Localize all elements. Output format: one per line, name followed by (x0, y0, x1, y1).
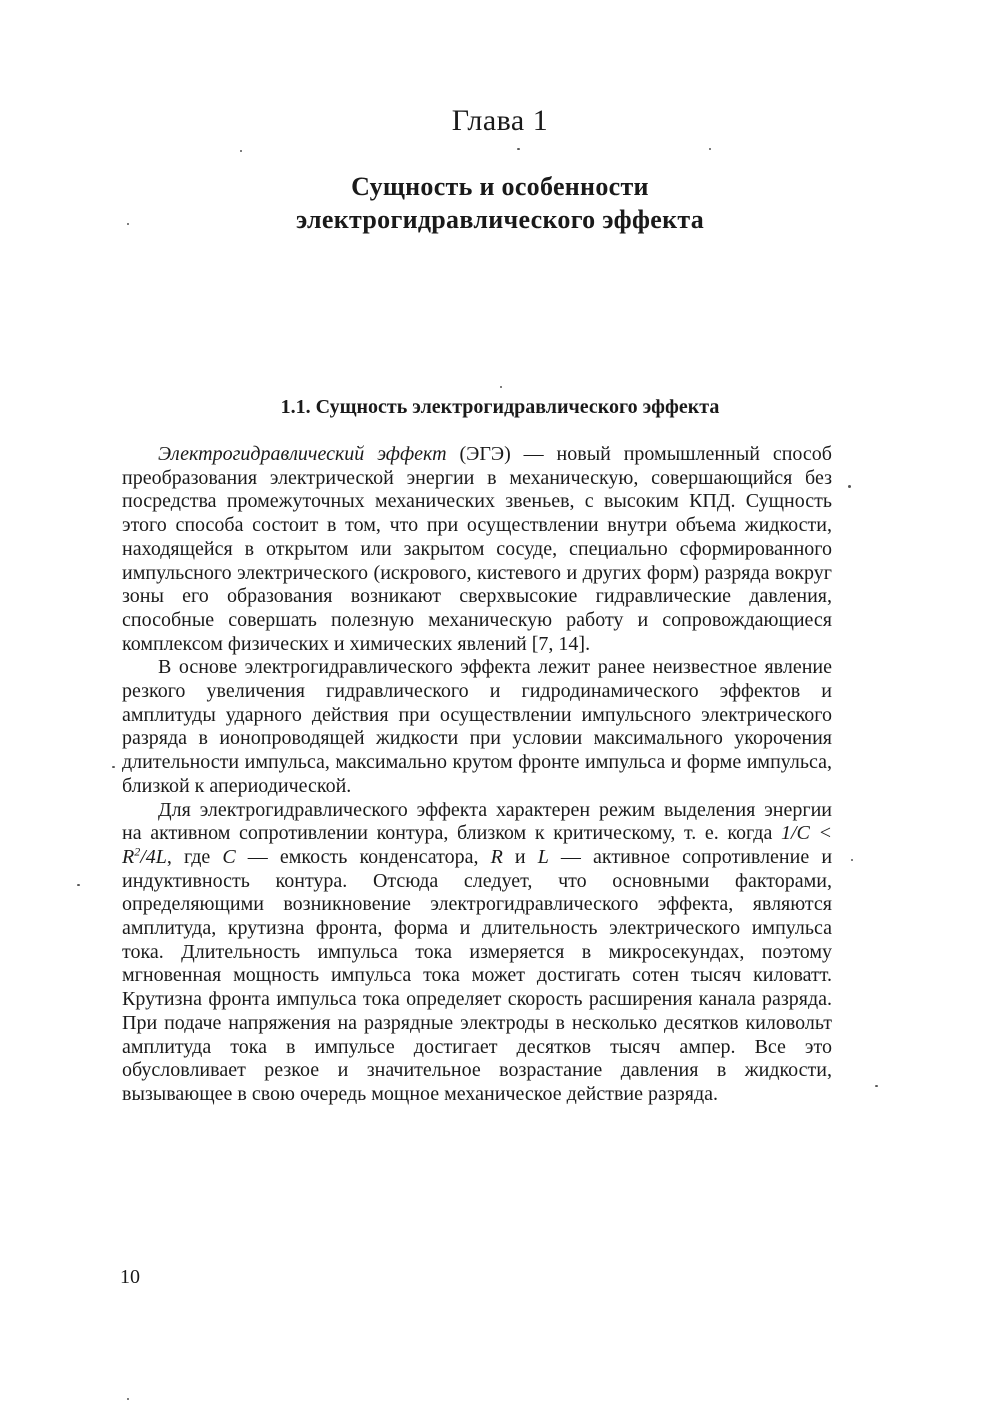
term-ege: Электрогидравлический эффект (158, 443, 447, 465)
paragraph-1-text: (ЭГЭ) — новый промышленный способ преобразования электрической энергии в механическую, совершающийся без посредства промежуточных механических звеньев, с высоким КПД. Сущность этого способа состоит в том, что при осуществлении внутри объема жидкости, находящейся в открытом или закрытом сосуде, специально сформированного импульсного электрического (искрового, кистевого и других форм) разряда вокруг зоны его образования возникают сверхвысокие гидравлические давления, способные совершать полезную механическую работу и сопровождающиеся комплексом физических и химических явлений [7, 14]. (122, 443, 832, 655)
scan-speck (851, 859, 853, 861)
formula-lhs: 1/C (780, 822, 810, 845)
formula-exponent: 2 (134, 844, 141, 859)
body-text (122, 443, 832, 1107)
paragraph-3-text-d: — активное сопротивление и индуктивность контура. Отсюда следует, что основными факторами, определяющими возникновение электрогидравлического эффекта, являются амплитуда, крутизна фронта, форма и длительность электрического импульса тока. Длительность импульса тока измеряется в микросекундах, поэтому мгновенная мощность импульса тока может достигать сотен тысяч киловатт. Крутизна фронта импульса тока определяет скорость расширения канала разряда. При подаче напряжения на разрядные электроды в несколько десятков киловольт амплитуда тока в импульсе достигает десятков тысяч ампер. Все это обусловливает резкое и значительное возрастание давления в жидкости, вызывающее в свою очередь мощное механическое действие разряда. (122, 845, 833, 1105)
var-c: C (222, 845, 236, 868)
paragraph-3-text-a: Для электрогидравлического эффекта характерен режим выделения энергии на активном сопротивлении контура, близком к критическому, т. е. когда (122, 798, 832, 845)
scan-speck (127, 223, 129, 225)
var-r: R (490, 845, 503, 868)
paragraph-3-text-c: — емкость конденсатора, (235, 845, 491, 868)
scan-speck (517, 148, 520, 150)
scan-speck (500, 386, 502, 388)
scan-speck (127, 1398, 129, 1400)
scan-speck (240, 150, 242, 152)
scan-speck (112, 766, 115, 768)
chapter-title (0, 170, 1000, 236)
chapter-title-line-1: Сущность и особенности (351, 172, 649, 201)
formula-r: R (122, 845, 135, 868)
paragraph-3-and: и (502, 845, 538, 868)
formula-operator: < (809, 822, 832, 845)
var-l: L (537, 845, 549, 868)
section-heading: 1.1. Сущность электрогидравлического эффекта (280, 396, 720, 418)
scan-speck (875, 1085, 878, 1087)
chapter-label: Глава 1 (451, 104, 549, 137)
paragraph-1 (122, 443, 832, 656)
page-number: 10 (120, 1266, 140, 1288)
scan-speck (77, 884, 80, 886)
paragraph-2: В основе электрогидравлического эффекта лежит ранее неизвестное явление резкого увеличения гидравлического и гидродинамического эффектов и амплитуды ударного действия при осуществлении импульсного электрического разряда в ионопроводящей жидкости при условии максимального укорочения длительности импульса, максимально крутом фронте импульса и форме импульса, близкой к апериодической. (122, 656, 832, 797)
chapter-title-line-2: электрогидравлического эффекта (295, 205, 705, 234)
formula-rhs: /4L (140, 845, 167, 868)
paragraph-3 (122, 799, 832, 1107)
scan-speck (709, 148, 711, 150)
scan-speck (848, 485, 851, 488)
paragraph-3-text-b: , где (166, 845, 223, 868)
